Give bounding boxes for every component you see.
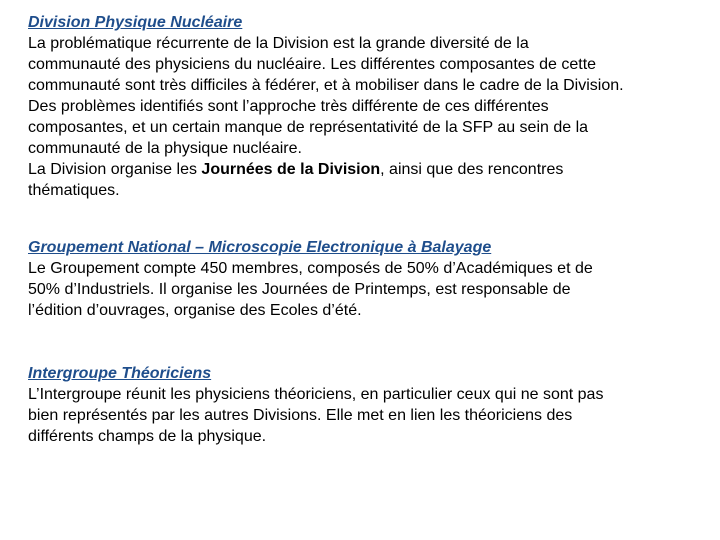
section-heading: Division Physique Nucléaire [28, 14, 243, 31]
section-heading: Groupement National – Microscopie Electronique à Balayage [28, 239, 492, 256]
section-paragraph [28, 33, 708, 201]
text-line: L’Intergroupe réunit les physiciens théoriciens, en particulier ceux qui ne sont pas [28, 386, 604, 403]
text-line: différents champs de la physique. [28, 428, 267, 445]
text-line: La problématique récurrente de la Division est la grande diversité de la [28, 35, 529, 52]
text-fragment: La Division organise les [28, 161, 202, 178]
text-line: thématiques. [28, 182, 120, 199]
section-groupement-meb [28, 237, 708, 321]
text-line: 50% d’Industriels. Il organise les Journées de Printemps, est responsable de [28, 281, 571, 298]
text-fragment: , ainsi que des rencontres [380, 161, 564, 178]
section-paragraph [28, 258, 708, 321]
section-heading: Intergroupe Théoriciens [28, 365, 212, 382]
text-line: composantes, et un certain manque de représentativité de la SFP au sein de la [28, 119, 589, 136]
section-intergroupe-theoriciens [28, 363, 708, 447]
text-line: communauté de la physique nucléaire. [28, 140, 302, 157]
section-paragraph [28, 384, 708, 447]
section-division-physique-nucleaire [28, 12, 708, 201]
text-line [28, 159, 708, 180]
event-name: Journées de la Division [201, 161, 381, 178]
text-line: communauté des physiciens du nucléaire. Les différentes composantes de cette [28, 56, 597, 73]
text-line: bien représentés par les autres Divisions. Elle met en lien les théoriciens des [28, 407, 573, 424]
text-line: Des problèmes identifiés sont l’approche très différente de ces différentes [28, 98, 549, 115]
text-line: l’édition d’ouvrages, organise des Ecoles d’été. [28, 302, 362, 319]
text-line: communauté sont très difficiles à fédérer, et à mobiliser dans le cadre de la Division. [28, 77, 624, 94]
text-line: Le Groupement compte 450 membres, composés de 50% d’Académiques et de [28, 260, 593, 277]
